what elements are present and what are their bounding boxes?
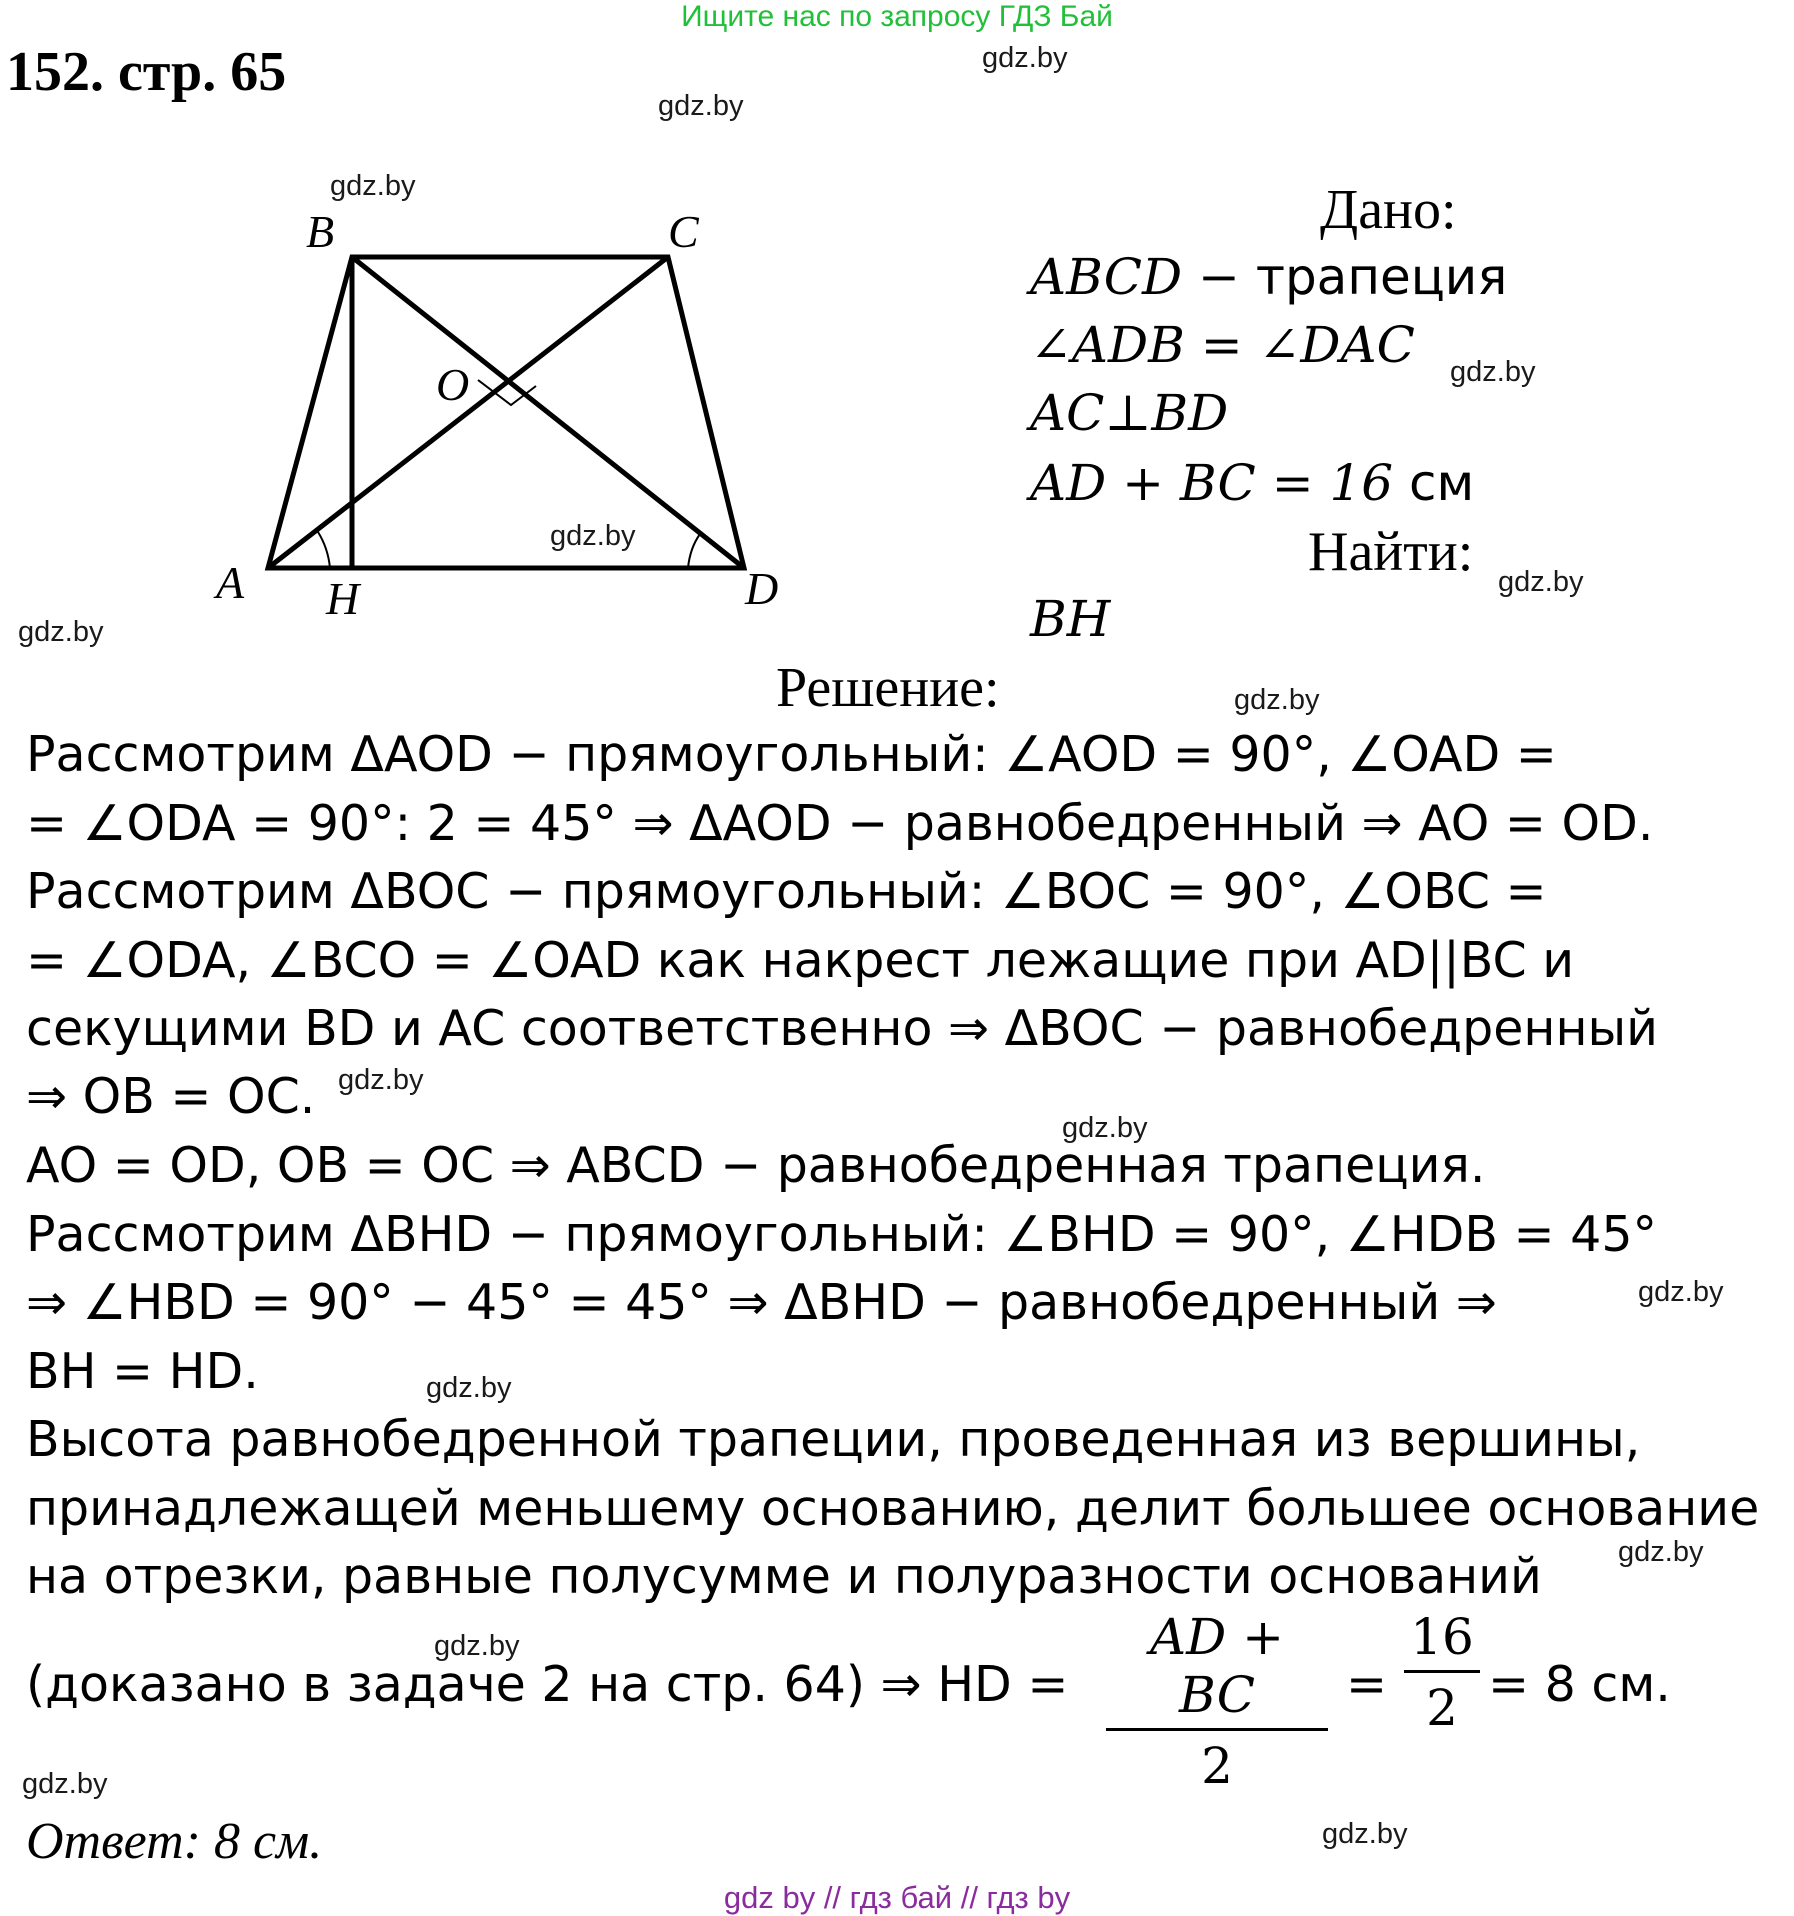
- solution-line-7: AO = OD, OB = OC ⇒ ABCD − равнобедренная трапеция.: [26, 1137, 1486, 1194]
- solution-line-5: секущими BD и AC соответственно ⇒ ΔBOC − равнобедренный: [26, 1000, 1659, 1057]
- fraction-2-denominator: 2: [1426, 1679, 1458, 1737]
- watermark: gdz.by: [426, 1372, 512, 1404]
- fraction-16-over-2: [1404, 1608, 1480, 1737]
- answer: Ответ: 8 см.: [26, 1813, 323, 1870]
- find-value: BH: [1030, 590, 1111, 648]
- watermark: gdz.by: [330, 170, 416, 202]
- watermark: gdz.by: [18, 616, 104, 648]
- find-heading: Найти:: [1308, 521, 1474, 583]
- watermark: gdz.by: [1618, 1536, 1704, 1568]
- solution-line-12: принадлежащей меньшему основанию, делит большее основание: [26, 1480, 1760, 1537]
- given-trapezoid: ABCD − трапеция: [1030, 248, 1508, 306]
- solution-line-final-suffix: = 8 см.: [1488, 1656, 1671, 1713]
- solution-line-9: ⇒ ∠HBD = 90° − 45° = 45° ⇒ ΔBHD − равнобедренный ⇒: [26, 1274, 1497, 1331]
- solution-line-2: = ∠ODA = 90°: 2 = 45° ⇒ ΔAOD − равнобедренный ⇒ AO = OD.: [26, 795, 1654, 852]
- footer-links: [0, 1880, 1794, 1916]
- given-perpendicular: AC⊥BD: [1030, 384, 1229, 442]
- watermark: gdz.by: [1498, 566, 1584, 598]
- fraction-1-numerator: AD + BC: [1150, 1608, 1284, 1724]
- fraction-1-bar: [1106, 1728, 1328, 1731]
- equals-sign: =: [1346, 1656, 1388, 1713]
- solution-line-final-prefix: (доказано в задаче 2 на стр. 64) ⇒ HD =: [26, 1656, 1069, 1713]
- watermark: gdz.by: [338, 1064, 424, 1096]
- fraction-2-bar: [1404, 1670, 1480, 1673]
- fraction-sum-over-2: [1106, 1608, 1328, 1795]
- page-title: 152. стр. 65: [6, 41, 287, 103]
- label-o: O: [436, 359, 470, 410]
- watermark: gdz.by: [1322, 1818, 1408, 1850]
- solution-line-13: на отрезки, равные полусумме и полуразности оснований: [26, 1548, 1542, 1605]
- watermark: gdz.by: [658, 90, 744, 122]
- given-angles: ∠ADB = ∠DAC: [1030, 316, 1415, 374]
- banner-text: Ищите нас по запросу ГДЗ Бай: [681, 0, 1113, 33]
- fraction-1-denominator: 2: [1201, 1737, 1233, 1795]
- label-b: B: [306, 206, 335, 257]
- watermark: gdz.by: [550, 520, 636, 552]
- watermark: gdz.by: [982, 42, 1068, 74]
- solution-line-6: ⇒ OB = OC.: [26, 1068, 316, 1125]
- solution-line-3: Рассмотрим ΔBOC − прямоугольный: ∠BOC = 90°, ∠OBC =: [26, 863, 1547, 920]
- solution-line-8: Рассмотрим ΔBHD − прямоугольный: ∠BHD = 90°, ∠HDB = 45°: [26, 1206, 1657, 1263]
- watermark: gdz.by: [1638, 1276, 1724, 1308]
- watermark: gdz.by: [1234, 684, 1320, 716]
- watermark: gdz.by: [1062, 1112, 1148, 1144]
- angle-arc-a: [318, 532, 330, 568]
- watermark: gdz.by: [1450, 356, 1536, 388]
- solution-heading: Решение:: [776, 657, 1000, 719]
- solution-line-4: = ∠ODA, ∠BCO = ∠OAD как накрест лежащие при AD||BC и: [26, 932, 1575, 989]
- angle-arc-d: [688, 534, 700, 568]
- watermark: gdz.by: [434, 1630, 520, 1662]
- footer-text: gdz by // гдз бай // гдз by: [723, 1880, 1071, 1915]
- label-d: D: [745, 563, 779, 614]
- fraction-2-numerator: 16: [1410, 1608, 1474, 1666]
- solution-line-11: Высота равнобедренной трапеции, проведенная из вершины,: [26, 1411, 1641, 1468]
- solution-line-1: Рассмотрим ΔAOD − прямоугольный: ∠AOD = 90°, ∠OAD =: [26, 726, 1557, 783]
- label-a: A: [216, 557, 245, 608]
- given-sum: AD + BC = 16 см: [1030, 454, 1475, 512]
- label-c: C: [668, 206, 699, 257]
- watermark: gdz.by: [22, 1768, 108, 1800]
- label-h: H: [326, 573, 360, 624]
- given-heading: Дано:: [1320, 179, 1457, 241]
- trapezoid-abcd: [268, 257, 744, 568]
- solution-line-10: BH = HD.: [26, 1343, 259, 1400]
- diagonal-bd: [352, 257, 744, 568]
